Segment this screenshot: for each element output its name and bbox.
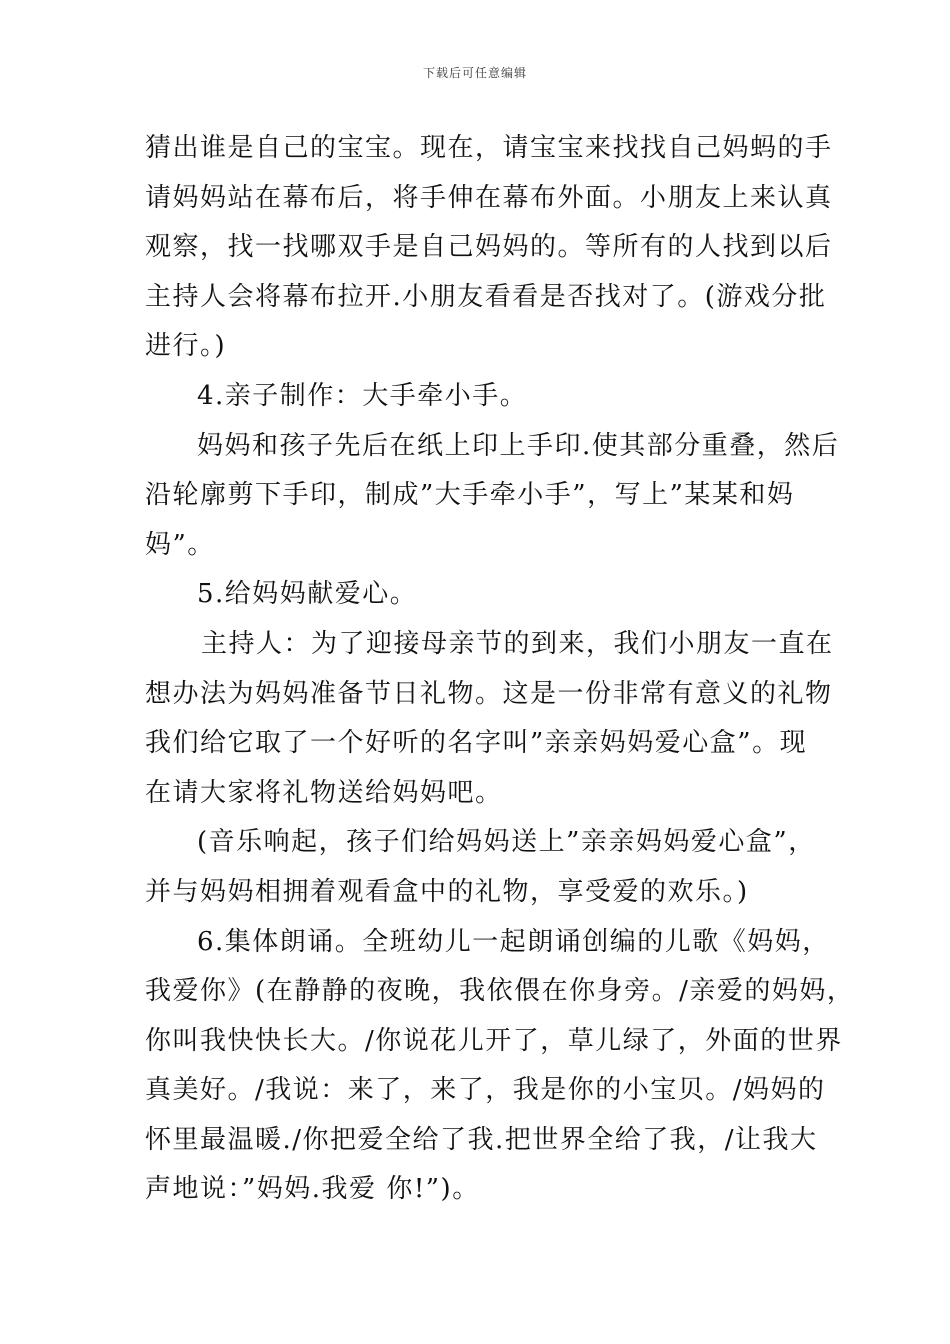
text-line: 主持人：为了迎接母亲节的到来，我们小朋友一直在: [201, 628, 834, 659]
text-line: 我们给它取了一个好听的名字叫”亲亲妈妈爱心盒”。现: [145, 728, 808, 759]
section-heading: 5.给妈妈献爱心。: [197, 579, 418, 610]
document-body: [145, 124, 855, 1215]
text-line: 请妈妈站在幕布后，将手伸在幕布外面。小朋友上来认真: [145, 182, 833, 213]
section-heading: 4.亲子制作：大手牵小手。: [197, 380, 528, 411]
text-line: 妈”。: [145, 529, 215, 560]
text-line: 主持人会将幕布拉开.小朋友看看是否找对了。(游戏分批: [145, 281, 827, 312]
text-line: 观察，找一找哪双手是自己妈妈的。等所有的人找到以后: [145, 232, 833, 263]
page-header: 下载后可任意编辑: [422, 66, 527, 80]
text-line: 沿轮廓剪下手印，制成”大手牵小手”，写上”某某和妈: [145, 480, 795, 511]
text-line: (音乐响起，孩子们给妈妈送上”亲亲妈妈爱心盒”，: [197, 827, 816, 858]
section-heading: 6.集体朗诵。全班幼儿一起朗诵创编的儿歌《妈妈，: [197, 926, 830, 957]
text-line: 想办法为妈妈准备节日礼物。这是一份非常有意义的礼物: [145, 678, 833, 709]
text-line: 我爱你》(在静静的夜晚，我依偎在你身旁。/亲爱的妈妈，: [145, 976, 855, 1007]
text-line: 在请大家将礼物送给妈妈吧。: [145, 777, 503, 808]
text-line: 妈妈和孩子先后在纸上印上手印.使其部分重叠，然后: [197, 430, 840, 461]
text-line: 你叫我快快长大。/你说花儿开了，草儿绿了，外面的世界: [145, 1025, 843, 1056]
text-line: 声地说：”妈妈.我爱 你!”)。: [145, 1174, 480, 1205]
text-line: 并与妈妈相拥着观看盒中的礼物，享受爱的欢乐。): [145, 876, 749, 907]
text-line: 进行。): [145, 331, 227, 362]
text-line: 真美好。/我说：来了，来了，我是你的小宝贝。/妈妈的: [145, 1075, 826, 1106]
text-line: 猜出谁是自己的宝宝。现在，请宝宝来找找自己妈蚂的手: [145, 133, 833, 163]
text-line: 怀里最温暖./你把爱全给了我.把世界全给了我，/让我大: [145, 1124, 818, 1155]
